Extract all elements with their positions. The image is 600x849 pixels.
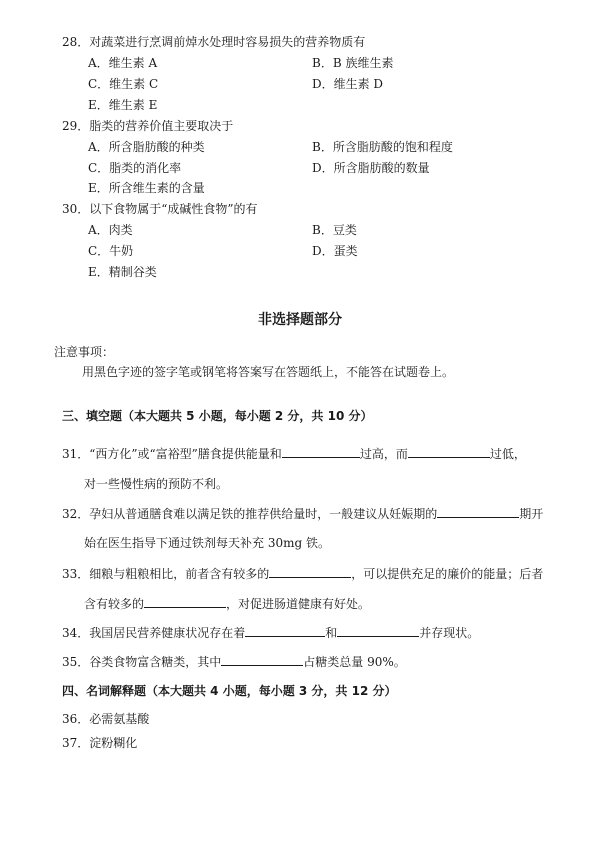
q36: 36．必需氨基酸 — [62, 712, 150, 726]
q31-text-a: 31．“西方化”或“富裕型”膳食提供能量和 — [62, 447, 282, 461]
q35-text-a: 35．谷类食物富含糖类，其中 — [62, 655, 222, 669]
q33-text-2a: 含有较多的 — [84, 597, 145, 611]
q30-option-c: C．牛奶 — [88, 244, 134, 258]
q31-blank-1[interactable] — [282, 445, 360, 458]
q33-blank-1[interactable] — [269, 565, 351, 578]
q32-text-a: 32．孕妇从普通膳食难以满足铁的推荐供给量时，一般建议从妊娠期的 — [62, 507, 438, 521]
q34-blank-2[interactable] — [337, 624, 419, 637]
section4-heading: 四、名词解释题（本大题共 4 小题，每小题 3 分，共 12 分） — [62, 684, 397, 698]
q28-stem: 28．对蔬菜进行烹调前焯水处理时容易损失的营养物质有 — [62, 35, 366, 49]
q35-blank-1[interactable] — [221, 653, 303, 666]
section3-heading: 三、填空题（本大题共 5 小题，每小题 2 分，共 10 分） — [62, 409, 373, 423]
q33-text-2b: ，对促进肠道健康有好处。 — [226, 597, 371, 611]
q33-blank-2[interactable] — [144, 595, 226, 608]
q31-text-c: 过低， — [489, 447, 526, 461]
q29-option-a: A．所含脂肪酸的种类 — [88, 140, 205, 154]
q29-option-e: E．所含维生素的含量 — [88, 181, 205, 195]
q34-text-c: 并存现状。 — [419, 626, 480, 640]
q34-blank-1[interactable] — [245, 624, 325, 637]
q35-line — [62, 653, 406, 670]
q32-blank-1[interactable] — [437, 505, 519, 518]
q35-text-b: 占糖类总量 90%。 — [303, 655, 406, 669]
q33-line1 — [62, 565, 543, 582]
q29-option-c: C．脂类的消化率 — [88, 161, 182, 175]
q30-stem: 30．以下食物属于“成碱性食物”的有 — [62, 202, 258, 216]
q32-line2: 始在医生指导下通过铁剂每天补充 30mg 铁。 — [84, 536, 330, 550]
q28-option-d: D．维生素 D — [312, 77, 384, 91]
q37: 37．淀粉糊化 — [62, 736, 138, 750]
q33-text-b: ，可以提供充足的廉价的能量；后者 — [351, 567, 544, 581]
q30-option-d: D．蛋类 — [312, 244, 358, 258]
q31-line2: 对一些慢性病的预防不利。 — [84, 477, 229, 491]
q30-option-b: B．豆类 — [312, 223, 357, 237]
q34-text-a: 34．我国居民营养健康状况存在着 — [62, 626, 246, 640]
notice-text: 用黑色字迹的签字笔或钢笔将答案写在答题纸上，不能答在试题卷上。 — [82, 365, 455, 379]
q32-line1 — [62, 505, 543, 522]
q28-option-e: E．维生素 E — [88, 98, 158, 112]
q30-option-a: A．肉类 — [88, 223, 133, 237]
q34-line — [62, 624, 479, 641]
q34-text-b: 和 — [325, 626, 338, 640]
q31-text-b: 过高，而 — [359, 447, 408, 461]
q33-text-a: 33．细粮与粗粮相比，前者含有较多的 — [62, 567, 270, 581]
q28-option-c: C．维生素 C — [88, 77, 159, 91]
q31-blank-2[interactable] — [408, 445, 490, 458]
q33-line2 — [84, 595, 370, 612]
q32-text-b: 期开 — [519, 507, 544, 521]
q29-stem: 29．脂类的营养价值主要取决于 — [62, 119, 234, 133]
q30-option-e: E．精制谷类 — [88, 265, 157, 279]
q29-option-b: B．所含脂肪酸的饱和程度 — [312, 140, 453, 154]
q29-option-d: D．所含脂肪酸的数量 — [312, 161, 430, 175]
q28-option-a: A．维生素 A — [88, 56, 158, 70]
notice-label: 注意事项： — [54, 345, 115, 359]
q28-option-b: B．B 族维生素 — [312, 56, 394, 70]
q31-line1 — [62, 445, 526, 462]
part2-title: 非选择题部分 — [258, 312, 342, 328]
